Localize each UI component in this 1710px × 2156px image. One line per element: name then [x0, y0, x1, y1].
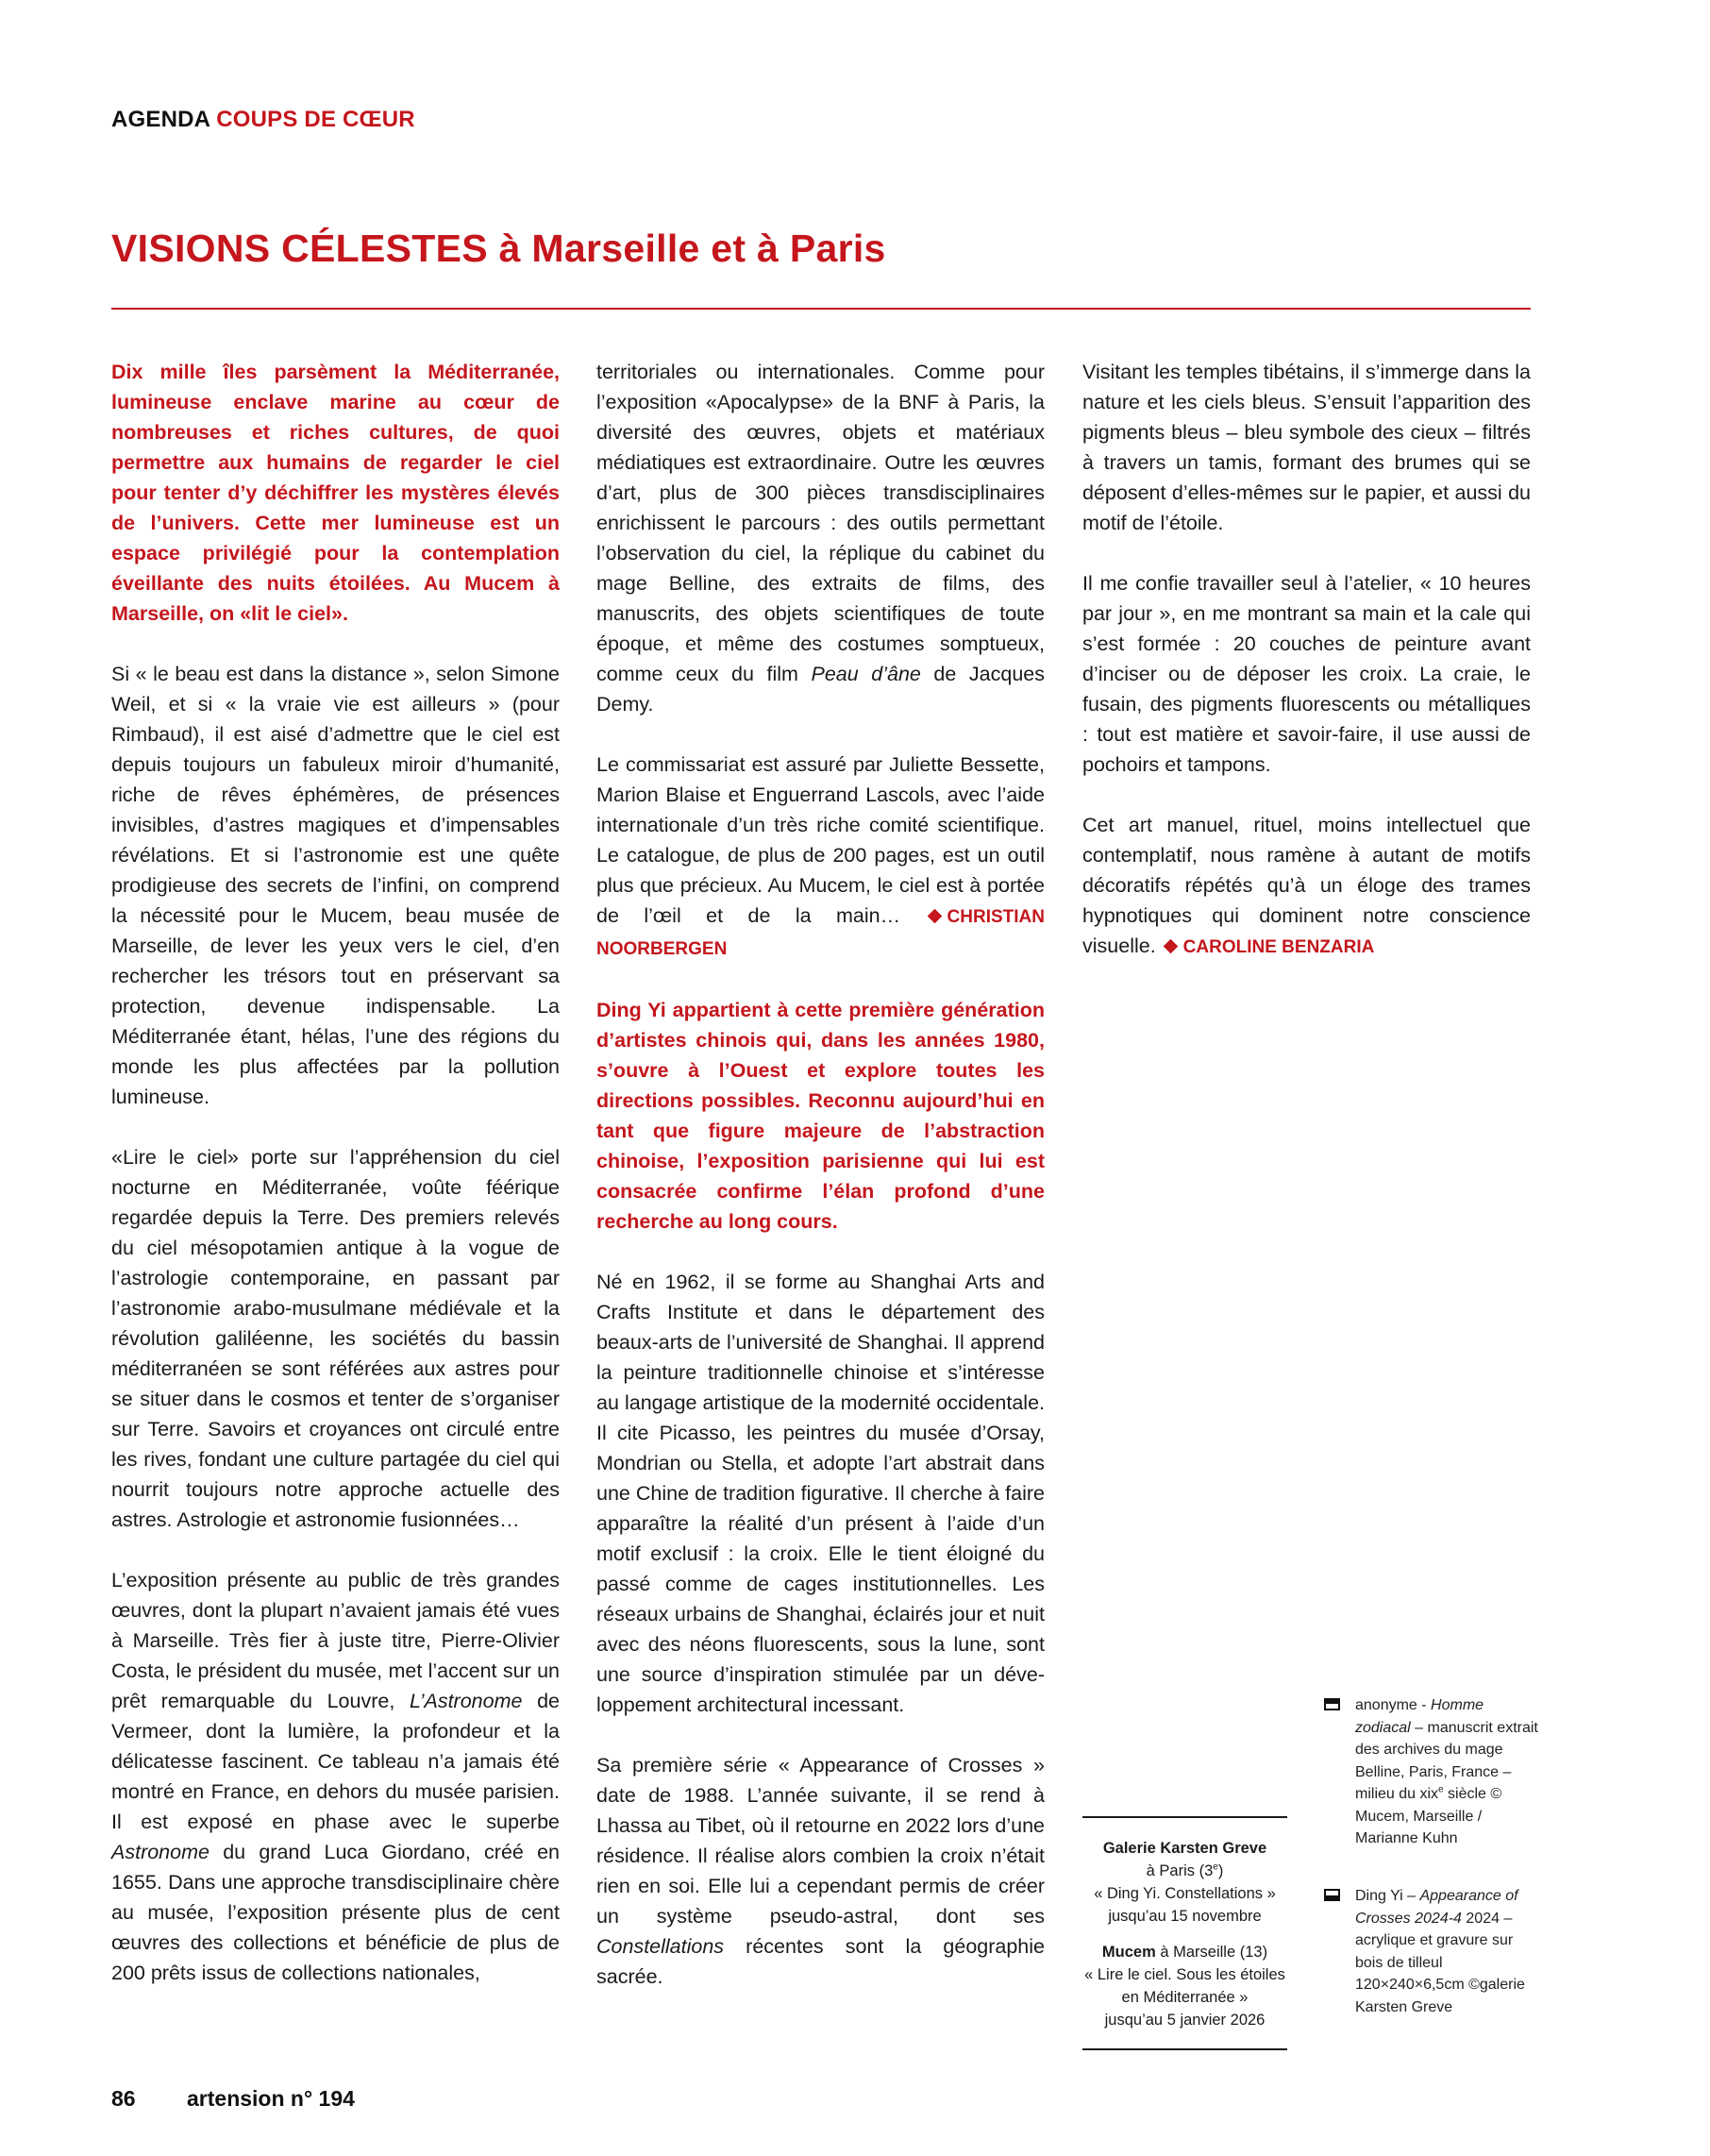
artwork-title: L’Astronome: [409, 1690, 523, 1712]
article2-lead: Ding Yi appartient à cette première génération d’artistes chinois qui, dans les années 1980, s’ouvre à l’Ouest et explore toutes les directions possibles. Reconnu aujourd’hui en tant que figure majeure de l’abstraction chinoise, l’exposition parisienne qui lui est consacrée confirme l’élan profond d’une recherche au long cours.: [596, 999, 1045, 1233]
article-title: VISIONS CÉLESTES à Marseille et à Paris: [111, 227, 886, 270]
text-run: récentes sont la géographie sacrée.: [596, 1935, 1045, 1988]
venue-city: à Marseille (13): [1155, 1944, 1268, 1961]
caption-text: [1355, 1885, 1541, 2018]
artwork-title: Appearance of Crosses 2024-4: [1355, 1888, 1518, 1927]
magazine-issue: artension n° 194: [187, 2086, 355, 2111]
article2-paragraph-4: Il me confie travailler seul à l’atelier, « 10 heures par jour », en me montrant sa main et la cale qui s’est formée : 20 couches de peinture avant d’inciser ou de déposer les croix. La craie, le fusain, des pigments fluorescents ou métalliques : tout est matière et savoir-faire, il use aussi de pochoirs et tampons.: [1082, 572, 1531, 776]
image-position-top-icon: [1324, 1698, 1340, 1710]
text-run: de Jacques Demy.: [596, 663, 1045, 716]
film-title: Peau d’âne: [811, 663, 921, 685]
caption-text: [1355, 1694, 1541, 1850]
text-run: siècle © Mucem, Marseille / Marianne Kuhn: [1355, 1786, 1502, 1846]
article1-paragraph-2: «Lire le ciel» porte sur l’appréhension du ciel nocturne en Méditerranée, voûte féérique regardée depuis la Terre. Des premiers relevés du ciel mésopotamien antique à la vogue de l’astrologie contemporaine, en passant par l’astronomie arabo-musulmane médiévale et la révolution galiléenne, les sociétés du bassin méditerranéen se sont référées aux astres pour se situer dans le cosmos et tenter de s’organiser sur Terre. Savoirs et croyances ont circulé entre les rives, fondant une culture partagée du ciel qui nourrit toujours notre approche actuelle des astres. Astrologie et astronomie fusionnées…: [111, 1146, 560, 1531]
text-run: territoriales ou internationales. Comme pour l’exposition «Apocalypse» de la BNF à Paris, la diversité des œuvres, objets et matériaux médiatiques est extraordinaire. Outre les œuvres d’art, plus de 300 pièces transdisciplinaires enrichissent le parcours : des outils permettant l’observation du ciel, la réplique du cabinet du mage Belline, des extraits de films, des manuscrits, des objets scientifiques de toute époque, et même des costumes somptueux, comme ceux du film: [596, 361, 1045, 685]
text-run: anonyme -: [1355, 1697, 1432, 1713]
artwork-title: Homme zodiacal: [1355, 1697, 1484, 1736]
exhibition-dates: jusqu’au 15 novembre: [1108, 1908, 1262, 1925]
text-column-1: [111, 357, 560, 1988]
article2-paragraph-2: [596, 1750, 1045, 1992]
article2-paragraph-5: [1082, 810, 1531, 963]
text-run: de Vermeer, dont la lumière, la profondeur et la délicatesse fascinent. Ce tableau n’a jamais été montré en France, en dehors du musée parisien. Il est exposé en phase avec le superbe: [111, 1690, 561, 1833]
exhibition-title: « Ding Yi. Constellations »: [1094, 1885, 1276, 1902]
text-run: ): [1217, 1862, 1224, 1879]
text-run: Cet art manuel, rituel, moins intellectuel que contemplatif, nous ramène à autant de motifs décoratifs répétés qu’à un éloge des trames hypnotiques qui dominent notre conscience visuelle.: [1082, 814, 1531, 957]
diamond-icon: [1163, 939, 1178, 954]
image-caption-1: [1324, 1694, 1541, 1850]
exhibition-info-box: [1082, 1816, 1287, 2050]
text-run: L’exposition présente au public de très grandes œuvres, dont la plupart n’avaient jamais été vues à Marseille. Très fier à juste titre, Pierre-Olivier Costa, le président du musée, met l’accent sur un prêt remarquable du Louvre,: [111, 1569, 560, 1712]
text-column-2: [596, 357, 1045, 1992]
ordinal: e: [1213, 1861, 1218, 1873]
text-run: Ding Yi –: [1355, 1888, 1420, 1904]
subsection-label: COUPS DE CŒUR: [216, 107, 415, 132]
article1-paragraph-3-end: [596, 357, 1045, 719]
article2-paragraph-1: Né en 1962, il se forme au Shanghai Arts and Crafts Institute et dans le département des beaux-arts de l’université de Shanghai. Il apprend la peinture traditionnelle chinoise et s’intéresse au langage artistique de la modernité occidentale. Il cite Picasso, les peintres du musée d’Orsay, Mondrian ou Stella, et adopte l’art abstrait dans une Chine de tradition figurative. Il cherche à faire apparaître la réalité d’un présent à l’aide d’un motif exclusif : la croix. Elle le tient éloigné du passé comme de cages institutionnelles. Les réseaux urbains de Shanghai, éclairés jour et nuit avec des néons fluorescents, sous la lune, sont une source d’inspiration stimulée par un développement architectural incessant.: [596, 1271, 1045, 1716]
venue-city: à Paris (3: [1146, 1862, 1214, 1879]
author-signature: CHRISTIAN NOORBERGEN: [596, 907, 1045, 959]
page-number: 86: [111, 2086, 136, 2111]
page-footer: [111, 2086, 355, 2112]
image-caption-2: [1324, 1885, 1541, 2018]
title-divider: [111, 308, 1531, 310]
article1-lead: Dix mille îles parsèment la Méditerranée, lumineuse enclave marine au cœur de nombreuses et riches cultures, de quoi permettre aux humains de regarder le ciel pour tenter d’y déchiffrer les mystères élevés de l’univers. Cette mer lumineuse est un espace privilégié pour la contemplation éveillante des nuits étoilées. Au Mucem à Marseille, on «lit le ciel».: [111, 361, 560, 625]
text-run: du grand Luca Giordano, créé en 1655. Dans une approche transdisciplinaire chère au musée, l’exposition présente plus de cent œuvres des collections et bénéficie de plus de 200 prêts issus de collections nationales,: [111, 1841, 560, 1984]
section-label: AGENDA: [111, 107, 210, 132]
artwork-title: Astronome: [111, 1841, 210, 1863]
article1-paragraph-4: [596, 750, 1045, 965]
image-position-bottom-icon: [1324, 1889, 1340, 1901]
text-run: Sa première série « Appearance of Crosses » date de 1988. L’année suivante, il se rend à Lhassa au Tibet, où il retourne en 2022 lors d’une résidence. Il réalise alors combien la croix n’était rien en soi. Elle lui a cependant permis de créer un système pseudo-astral, dont ses: [596, 1754, 1045, 1928]
exhibition-title: « Lire le ciel. Sous les étoiles en Méditerranée »: [1084, 1966, 1285, 2006]
exhibition-dates: jusqu’au 5 janvier 2026: [1104, 2012, 1266, 2029]
text-column-3: [1082, 357, 1531, 963]
text-run: 2024 – acrylique et gravure sur bois de tilleul 120×240×6,5cm ©galerie Karsten Greve: [1355, 1910, 1525, 2015]
diamond-icon: [927, 909, 942, 924]
article2-paragraph-3: Visitant les temples tibétains, il s’immerge dans la nature et les ciels bleus. S’ensuit l’apparition des pigments bleus – bleu symbole des cieux – filtrés à travers un tamis, formant des brumes qui se déposent d’elles-mêmes sur le papier, et aussi du motif de l’étoile.: [1082, 361, 1531, 534]
venue-paris: [1082, 1837, 1287, 1928]
section-kicker: [111, 107, 415, 133]
venue-marseille: [1082, 1941, 1287, 2031]
series-title: Constellations: [596, 1935, 725, 1958]
author-signature: CAROLINE BENZARIA: [1182, 937, 1375, 957]
venue-name: Galerie Karsten Greve: [1102, 1840, 1267, 1857]
venue-name: Mucem: [1101, 1944, 1156, 1961]
text-run: Le commissariat est assuré par Juliette Bessette, Marion Blaise et Enguerrand Lascols, avec l’aide internationale d’un très riche comité scientifique. Le catalogue, de plus de 200 pages, est un outil plus que précieux. Au Mucem, le ciel est à portée de l’œil et de la main…: [596, 753, 1045, 927]
article1-paragraph-3-start: [111, 1565, 560, 1988]
ordinal: e: [1438, 1784, 1444, 1795]
article1-paragraph-1: Si « le beau est dans la distance », selon Simone Weil, et si « la vraie vie est ailleurs » (pour Rimbaud), il est aisé d’admettre que le ciel est depuis toujours un fabuleux miroir d’humanité, riche de rêves éphémères, de présences invisibles, d’astres magiques et d’impensables révélations. Et si l’astronomie est une quête prodigieuse des secrets de l’infini, on comprend la nécessité pour le Mucem, beau musée de Marseille, de lever les yeux vers le ciel, d’en rechercher les trésors tout en préservant sa protection, devenue indispensable. La Méditerranée étant, hélas, l’une des régions du monde les plus affectées par la pollution lumineuse.: [111, 663, 560, 1108]
text-run: – manuscrit extrait des archives du mage Belline, Paris, France – milieu du xix: [1355, 1719, 1538, 1802]
